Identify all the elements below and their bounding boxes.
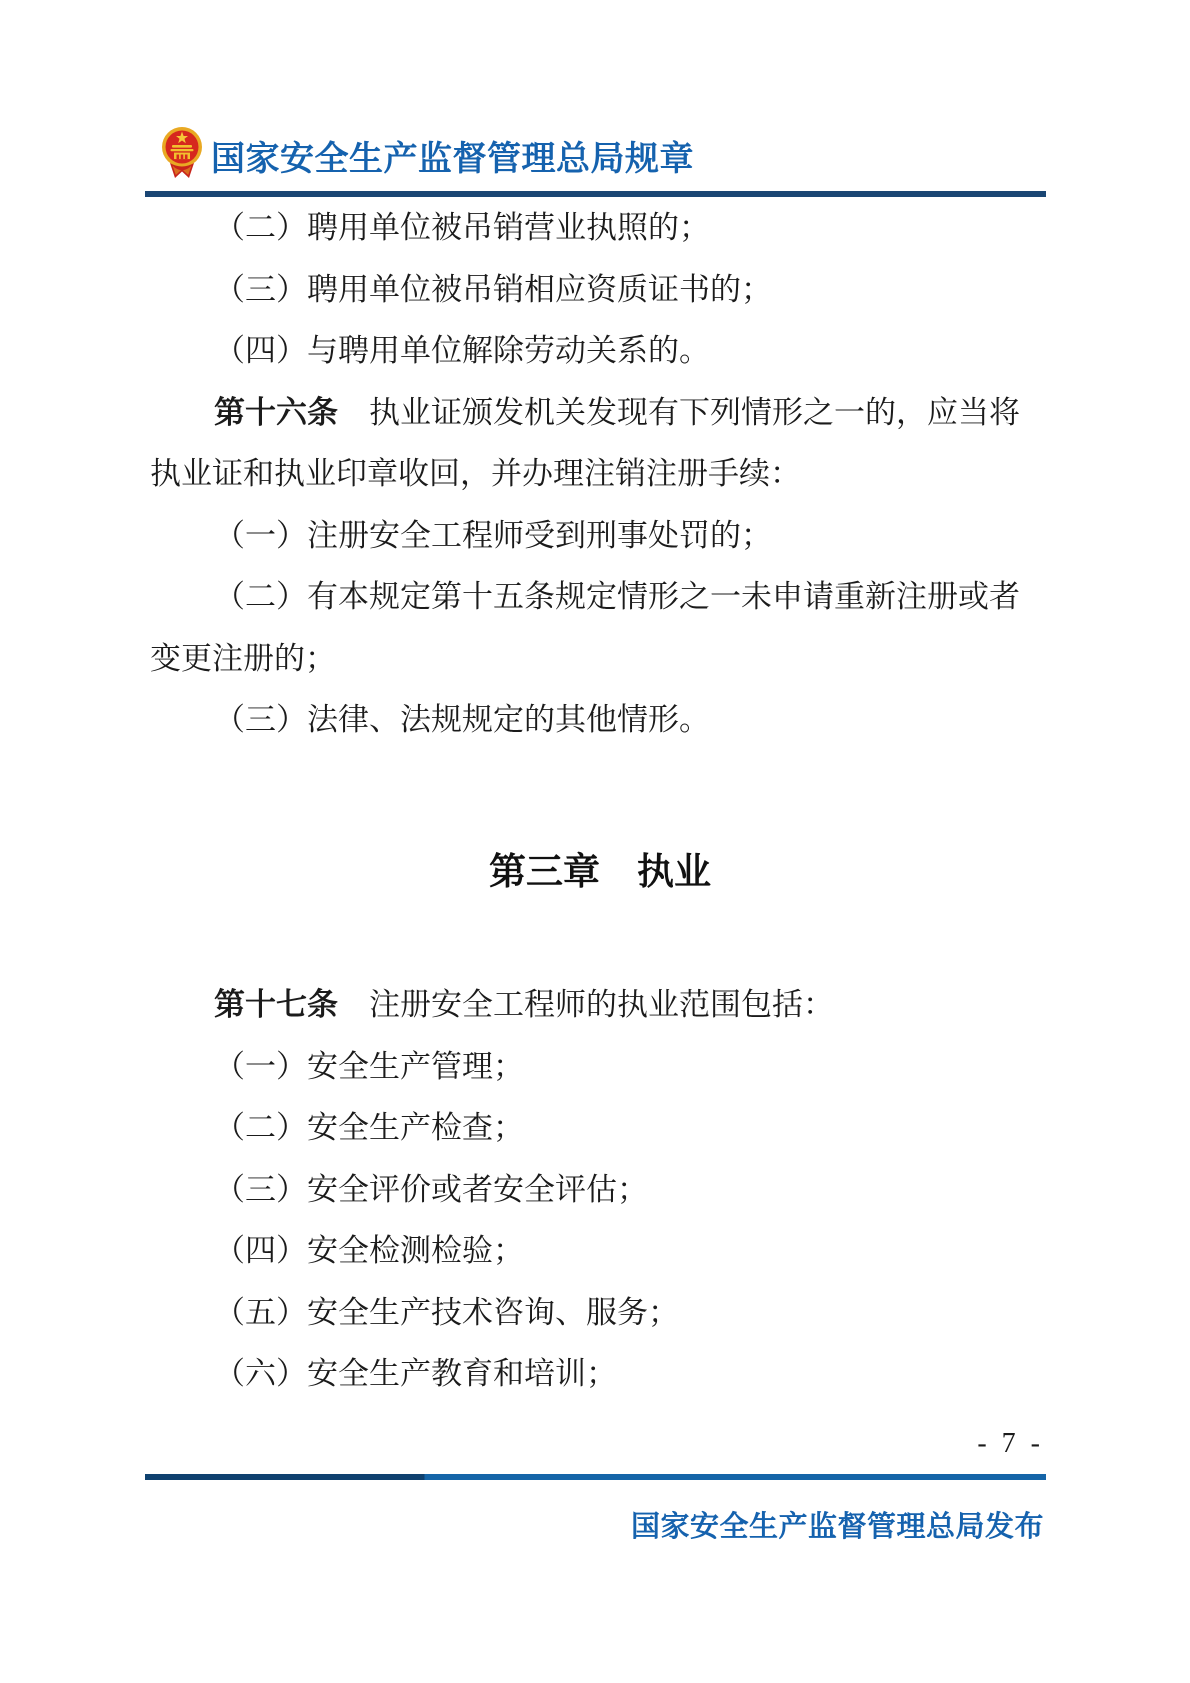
publisher-line: 国家安全生产监督管理总局发布 <box>630 1511 1044 1543</box>
document-line: （三）法律、法规规定的其他情形。 <box>214 702 710 737</box>
article-16-text: 执业证颁发机关发现有下列情形之一的，应当将 <box>338 394 1020 430</box>
chapter-heading: 第三章 执业 <box>489 850 711 892</box>
national-emblem-icon <box>161 123 203 181</box>
document-line: 执业证和执业印章收回，并办理注销注册手续： <box>150 456 801 491</box>
article-16-label: 第十六条 <box>214 394 338 430</box>
document-line: （四）与聘用单位解除劳动关系的。 <box>214 333 710 368</box>
document-line: （一）注册安全工程师受到刑事处罚的； <box>214 517 772 553</box>
document-body <box>150 197 1050 1405</box>
article-17-label: 第十七条 <box>214 987 338 1022</box>
document-line: （三）聘用单位被吊销相应资质证书的； <box>214 271 772 307</box>
page-title: 国家安全生产监督管理总局规章 <box>211 141 694 178</box>
document-line: （二）聘用单位被吊销营业执照的； <box>214 210 710 245</box>
document-line: （二）有本规定第十五条规定情形之一未申请重新注册或者 <box>214 579 1020 614</box>
section-executing <box>150 974 1050 1405</box>
document-line: 变更注册的； <box>150 640 336 676</box>
page-number: - 7 - <box>977 1428 1044 1459</box>
document-line: （二）安全生产检查； <box>214 1110 524 1145</box>
article-17-text: 注册安全工程师的执业范围包括： <box>338 987 834 1022</box>
document-line: （四）安全检测检验； <box>214 1233 524 1268</box>
document-line-article17 <box>150 974 1050 1036</box>
document-line: （五）安全生产技术咨询、服务； <box>214 1294 679 1330</box>
document-line: （三）安全评价或者安全评估； <box>214 1171 648 1207</box>
document-line-article16 <box>150 382 1050 444</box>
footer-divider <box>145 1474 1046 1480</box>
document-line: （六）安全生产教育和培训； <box>214 1356 617 1391</box>
document-line: （一）安全生产管理； <box>214 1048 524 1084</box>
